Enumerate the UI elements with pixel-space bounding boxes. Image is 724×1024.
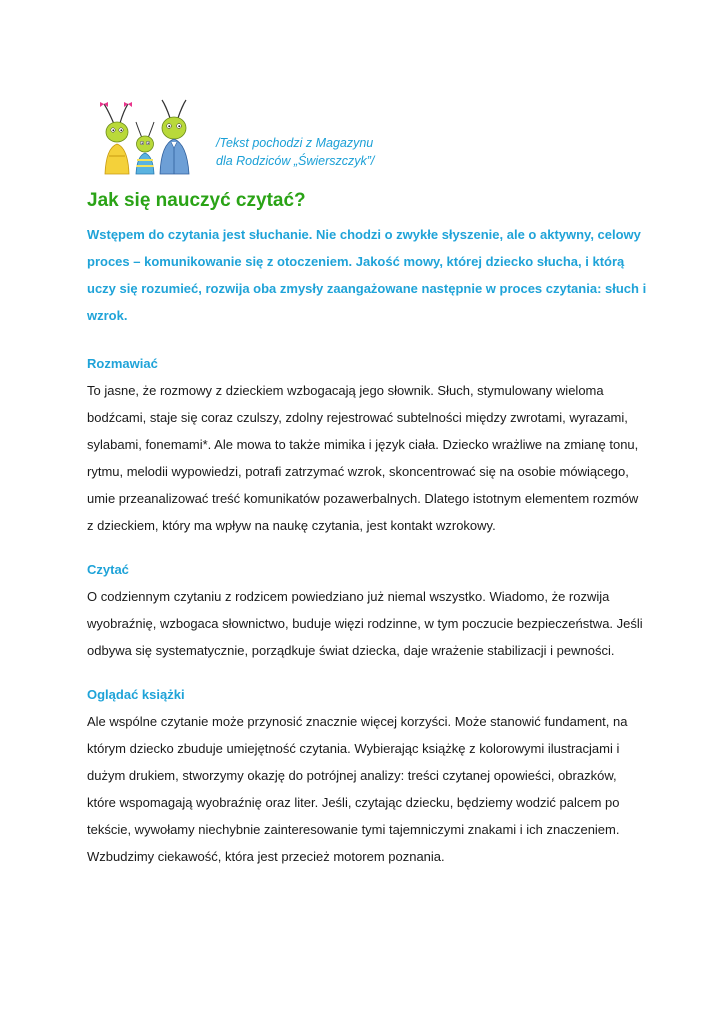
section-text-ogladac-ksiazki: Ale wspólne czytanie może przynosić znacznie więcej korzyści. Może stanowić fundament, na którym dziecko zbuduje umiejętność czytania. Wybierając książkę z kolorowymi ilustracjami i dużym drukiem, stworzymy okazję do potrójnej analizy: treści czytanej opowieści, obrazków, które wspomagają wyobraźnię oraz liter. Jeśli, czytając dziecku, będziemy wodzić palcem po tekście, wywołamy niechybnie zainteresowanie tymi tajemniczymi znakami i ich znaczeniem. Wzbudzimy ciekawość, która jest przecież motorem poznania.	[87, 714, 628, 864]
source-line-1: /Tekst pochodzi z Magazynu	[216, 136, 374, 150]
article-lead: Wstępem do czytania jest słuchanie. Nie chodzi o zwykłe słyszenie, ale o aktywny, celowy proces – komunikowanie się z otoczeniem. Jakość mowy, której dziecko słucha, i którą uczy się rozumieć, rozwija oba zmysły zaangażowane następnie w proces czytania: słuch i wzrok.	[87, 227, 647, 323]
source-line-2: dla Rodziców „Świerszczyk”/	[216, 154, 375, 168]
article	[87, 187, 647, 888]
section-heading-czytac: Czytać	[87, 562, 129, 577]
crickets-illustration	[92, 96, 200, 176]
section-text-czytac: O codziennym czytaniu z rodzicem powiedziano już niemal wszystko. Wiadomo, że rozwija wyobraźnię, wzbogaca słownictwo, buduje więzi rodzinne, w tym poczucie bezpieczeństwa. Jeśli odbywa się systematycznie, porządkuje świat dziecka, daje wrażenie stabilizacji i pewności.	[87, 589, 643, 658]
section-text-rozmawiac: To jasne, że rozmowy z dzieckiem wzbogacają jego słownik. Słuch, stymulowany wieloma bodźcami, staje się coraz czulszy, zdolny rejestrować subtelności między zwrotami, wyrazami, sylabami, fonemami*. Ale mowa to także mimika i język ciała. Dziecko wrażliwe na zmianę tonu, rytmu, melodii wypowiedzi, potrafi zatrzymać wzrok, skoncentrować się na osobie mówiącego, umie przeanalizować treść komunikatów pozawerbalnych. Dlatego istotnym elementem rozmów z dzieckiem, który ma wpływ na naukę czytania, jest kontakt wzrokowy.	[87, 383, 639, 533]
header	[92, 96, 392, 176]
source-note	[216, 134, 374, 170]
section-heading-rozmawiac: Rozmawiać	[87, 356, 158, 371]
section-heading-ogladac-ksiazki: Oglądać książki	[87, 687, 185, 702]
article-title: Jak się nauczyć czytać?	[87, 190, 306, 211]
